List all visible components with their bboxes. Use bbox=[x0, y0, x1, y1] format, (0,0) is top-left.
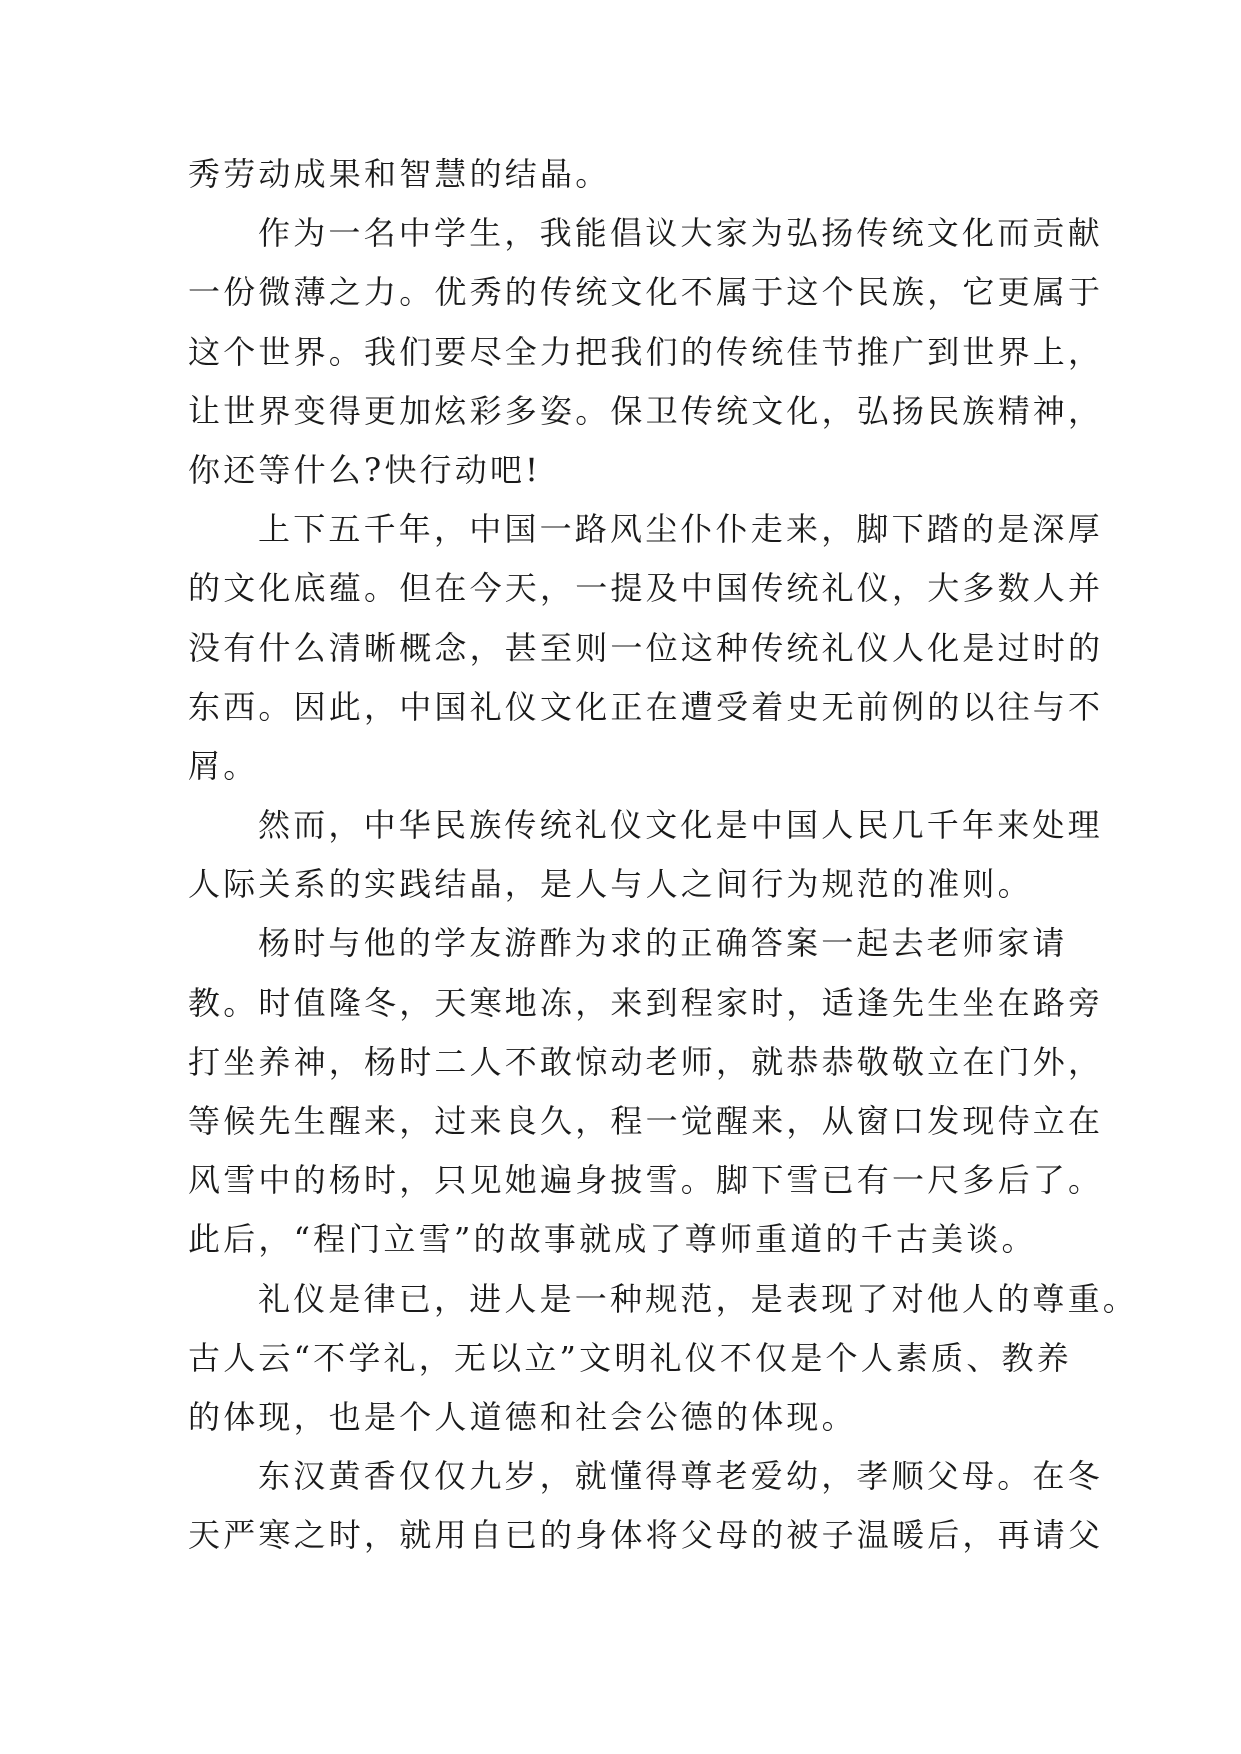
text-line: 的体现，也是个人道德和社会公德的体现。 bbox=[188, 1397, 857, 1436]
text-line: 这个世界。我们要尽全力把我们的传统佳节推广到世界上， bbox=[188, 332, 1104, 371]
text-line: 没有什么清晰概念，甚至则一位这种传统礼仪人化是过时的 bbox=[188, 628, 1104, 667]
text-line: 你还等什么?快行动吧! bbox=[188, 450, 542, 489]
text-line: 天严寒之时，就用自已的身体将父母的被子温暖后，再请父 bbox=[188, 1516, 1104, 1555]
text-line: 上下五千年，中国一路风尘仆仆走来，脚下踏的是深厚 bbox=[258, 510, 1103, 549]
text-line: 打坐养神，杨时二人不敢惊动老师，就恭恭敬敬立在门外， bbox=[188, 1042, 1104, 1081]
text-line: 的文化底蕴。但在今天，一提及中国传统礼仪，大多数人并 bbox=[188, 569, 1104, 608]
text-line: 礼仪是律已，进人是一种规范，是表现了对他人的尊重。 bbox=[258, 1279, 1139, 1318]
text-line: 屑。 bbox=[188, 746, 259, 785]
text-line: 东汉黄香仅仅九岁，就懂得尊老爱幼，孝顺父母。在冬 bbox=[258, 1457, 1103, 1496]
text-line: 秀劳动成果和智慧的结晶。 bbox=[188, 155, 611, 193]
text-line: 古人云“不学礼，无以立”文明礼仪不仅是个人素质、教养 bbox=[188, 1338, 1072, 1377]
text-line: 杨时与他的学友游酢为求的正确答案一起去老师家请 bbox=[258, 924, 1068, 963]
text-line: 东西。因此，中国礼仪文化正在遭受着史无前例的以往与不 bbox=[188, 687, 1104, 726]
text-line: 一份微薄之力。优秀的传统文化不属于这个民族，它更属于 bbox=[188, 273, 1104, 312]
text-line: 此后，“程门立雪”的故事就成了尊师重道的千古美谈。 bbox=[188, 1220, 1037, 1259]
text-line: 作为一名中学生，我能倡议大家为弘扬传统文化而贡献 bbox=[258, 214, 1103, 253]
text-line: 人际关系的实践结晶，是人与人之间行为规范的准则。 bbox=[188, 865, 1033, 904]
text-line: 让世界变得更加炫彩多姿。保卫传统文化，弘扬民族精神， bbox=[188, 391, 1104, 430]
document-body bbox=[188, 145, 1139, 1566]
text-line: 风雪中的杨时，只见她遍身披雪。脚下雪已有一尺多后了。 bbox=[188, 1161, 1104, 1200]
text-line: 然而，中华民族传统礼仪文化是中国人民几千年来处理 bbox=[258, 806, 1103, 845]
text-line: 教。时值隆冬，天寒地冻，来到程家时，适逢先生坐在路旁 bbox=[188, 983, 1104, 1022]
text-line: 等候先生醒来，过来良久，程一觉醒来，从窗口发现侍立在 bbox=[188, 1102, 1104, 1140]
